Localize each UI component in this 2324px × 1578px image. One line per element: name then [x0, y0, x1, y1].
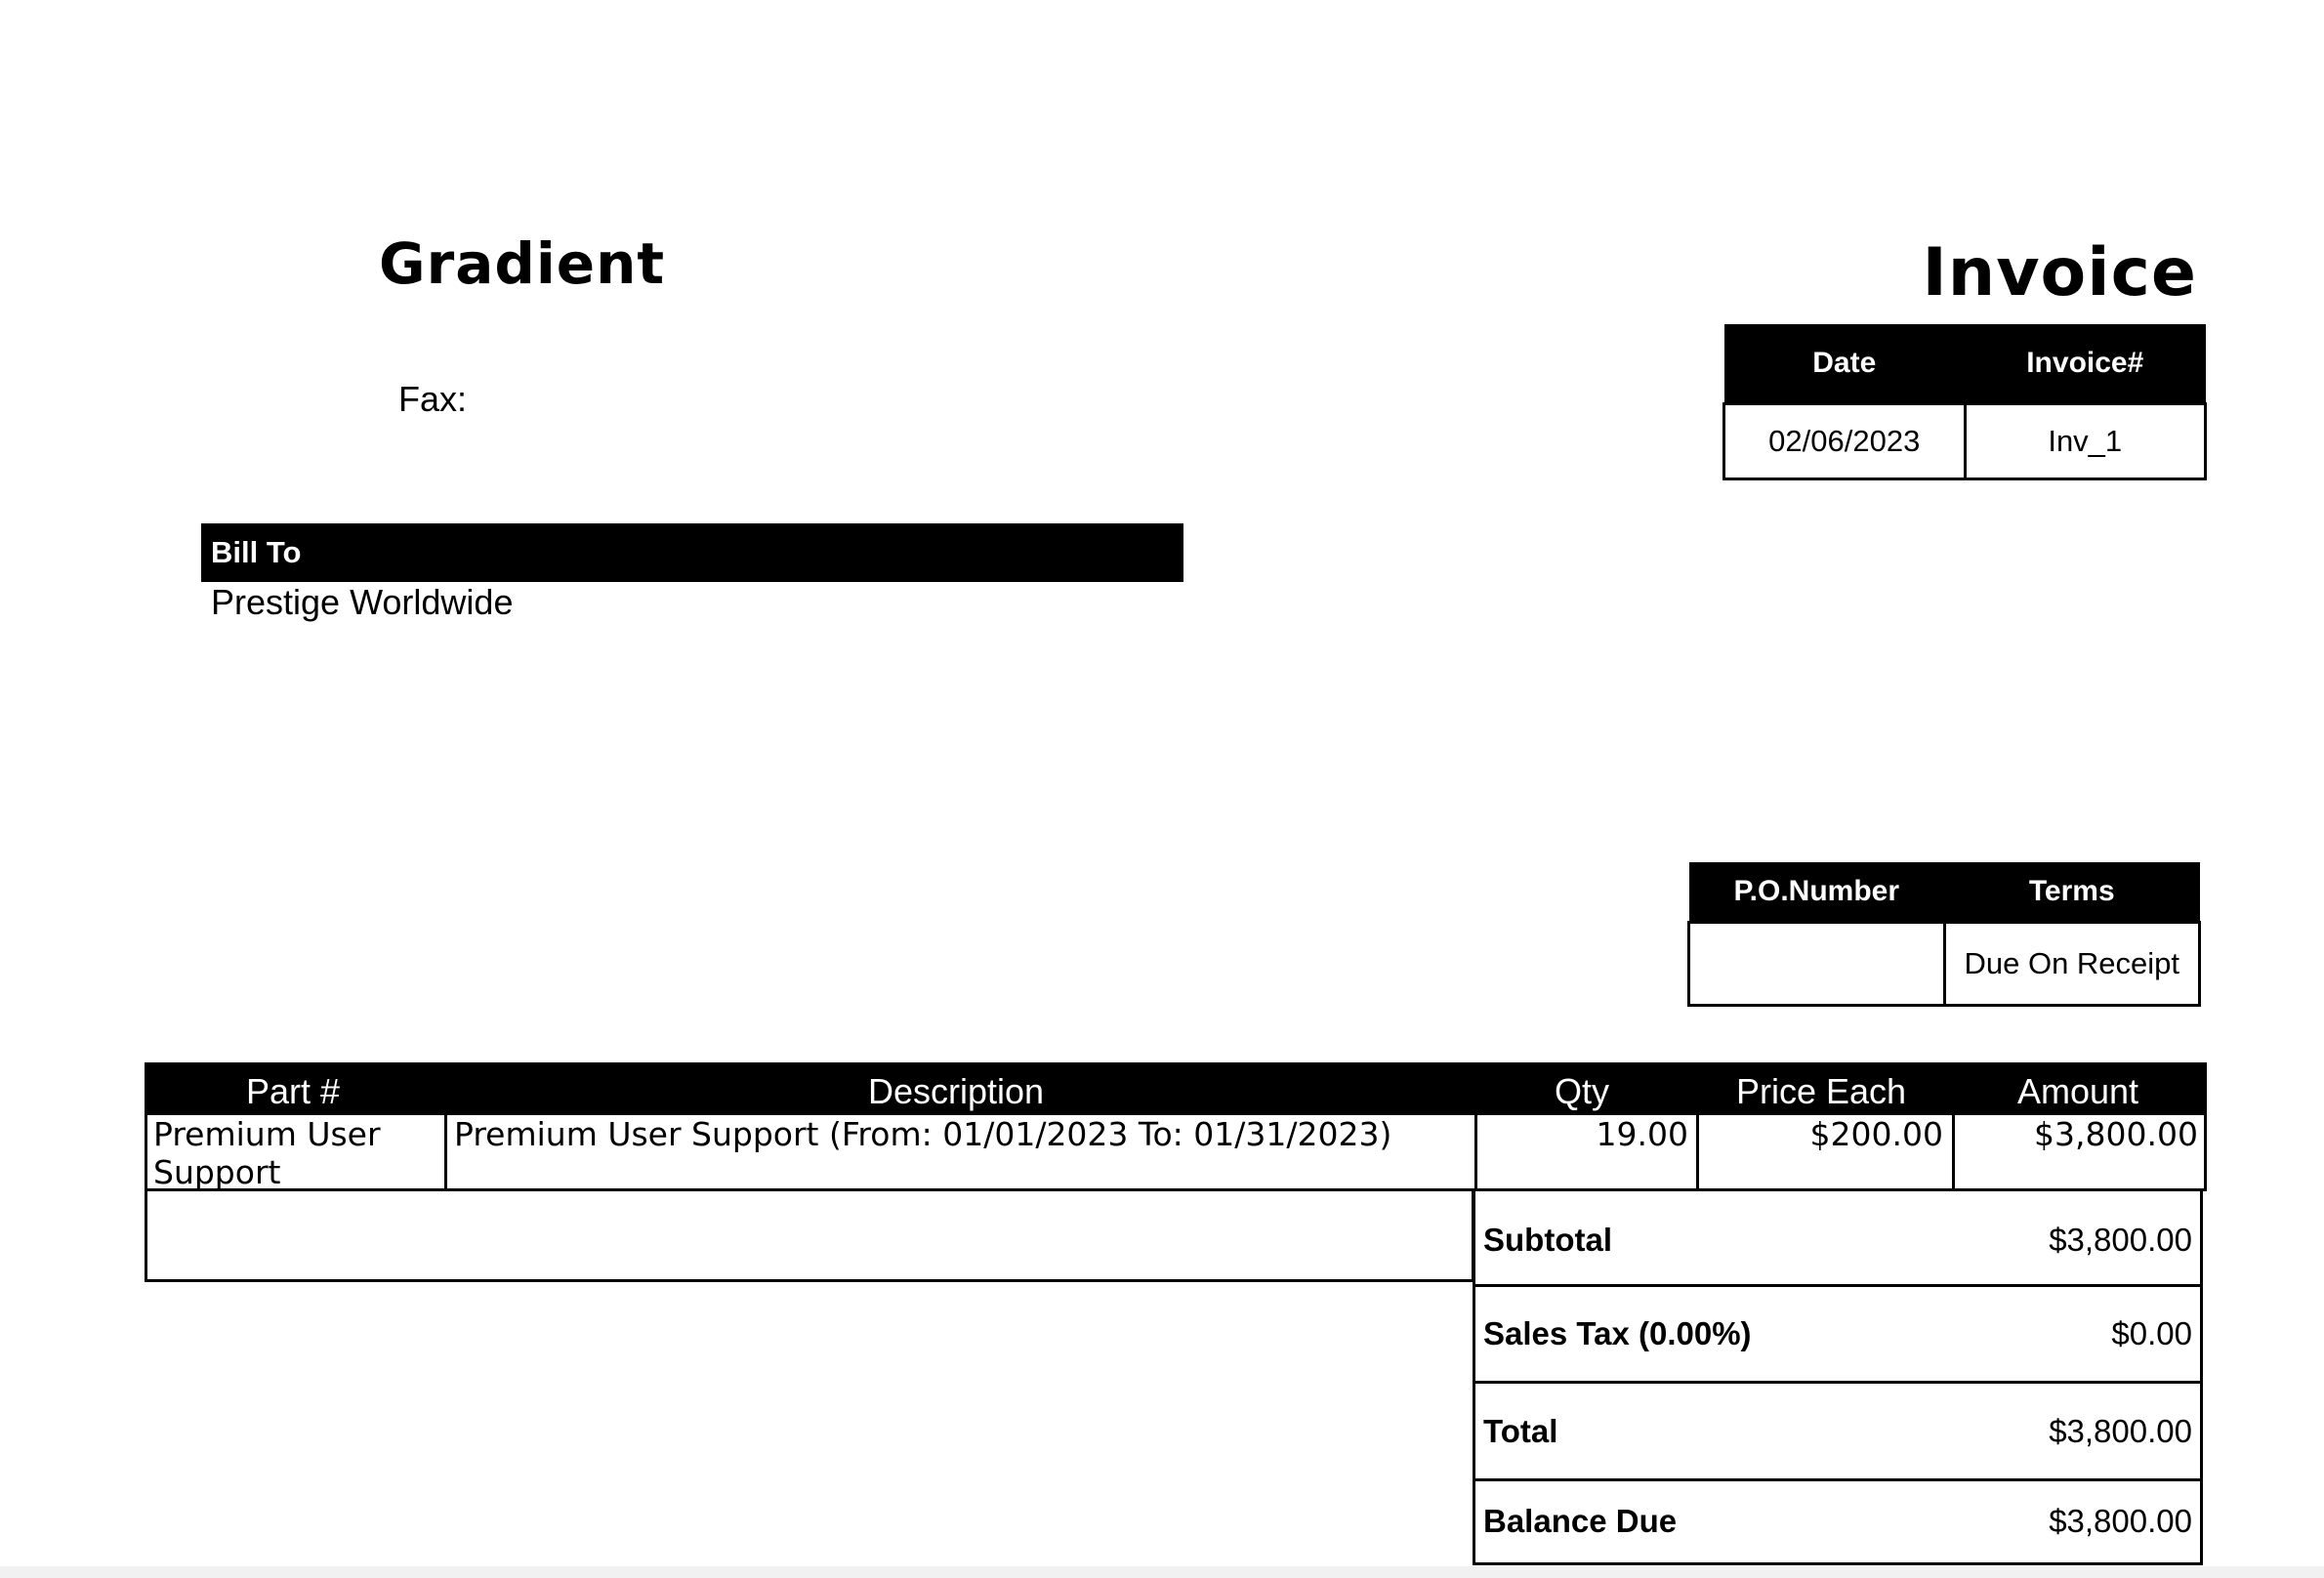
invoice-number: Inv_1 [1965, 404, 2206, 479]
line-item-price: $200.00 [1809, 1115, 1943, 1153]
page-bottom-edge [0, 1566, 2324, 1578]
line-items-header [145, 1062, 2207, 1115]
totals-table [1473, 1188, 2203, 1565]
line-item-part: Premium User Support [153, 1115, 381, 1191]
subtotal-row [1475, 1188, 2200, 1284]
company-name: Gradient [379, 230, 666, 297]
date-header: Date [1724, 324, 1966, 404]
subtotal-value: $3,800.00 [2049, 1222, 2192, 1258]
total-value: $3,800.00 [2049, 1413, 2192, 1449]
invoice-date: 02/06/2023 [1724, 404, 1966, 479]
po-number-header: P.O.Number [1689, 862, 1945, 923]
line-item-description: Premium User Support (From: 01/01/2023 To: 01/31/2023) [454, 1115, 1392, 1153]
line-item-amount: $3,800.00 [2034, 1115, 2198, 1153]
bill-to-header: Bill To [201, 523, 1183, 582]
po-number-value [1689, 923, 1945, 1006]
description-column-header: Description [867, 1071, 1045, 1111]
total-label: Total [1483, 1413, 1558, 1449]
notes-box [145, 1188, 1474, 1282]
fax-label: Fax: [398, 379, 468, 419]
part-number-column-header: Part # [245, 1071, 341, 1111]
po-terms-table [1687, 862, 2201, 1007]
qty-column-header: Qty [1554, 1071, 1609, 1111]
balance-due-value: $3,800.00 [2049, 1503, 2192, 1539]
amount-column-header: Amount [2016, 1071, 2139, 1111]
terms-header: Terms [1944, 862, 2200, 923]
column-divider [444, 1113, 447, 1188]
sales-tax-value: $0.00 [2111, 1315, 2192, 1351]
document-title: Invoice [1922, 234, 2197, 311]
total-row [1475, 1381, 2200, 1478]
subtotal-label: Subtotal [1483, 1222, 1612, 1258]
balance-due-label: Balance Due [1483, 1503, 1678, 1539]
balance-due-row [1475, 1478, 2200, 1562]
bill-to-name: Prestige Worldwide [211, 582, 514, 622]
invoice-info-table [1722, 324, 2207, 480]
line-item-qty: 19.00 [1596, 1115, 1688, 1153]
sales-tax-row [1475, 1284, 2200, 1381]
price-each-column-header: Price Each [1735, 1071, 1907, 1111]
sales-tax-label: Sales Tax (0.00%) [1483, 1315, 1752, 1351]
table-row [145, 1113, 2207, 1191]
invoice-number-header: Invoice# [1965, 324, 2206, 404]
terms-value: Due On Receipt [1944, 923, 2200, 1006]
